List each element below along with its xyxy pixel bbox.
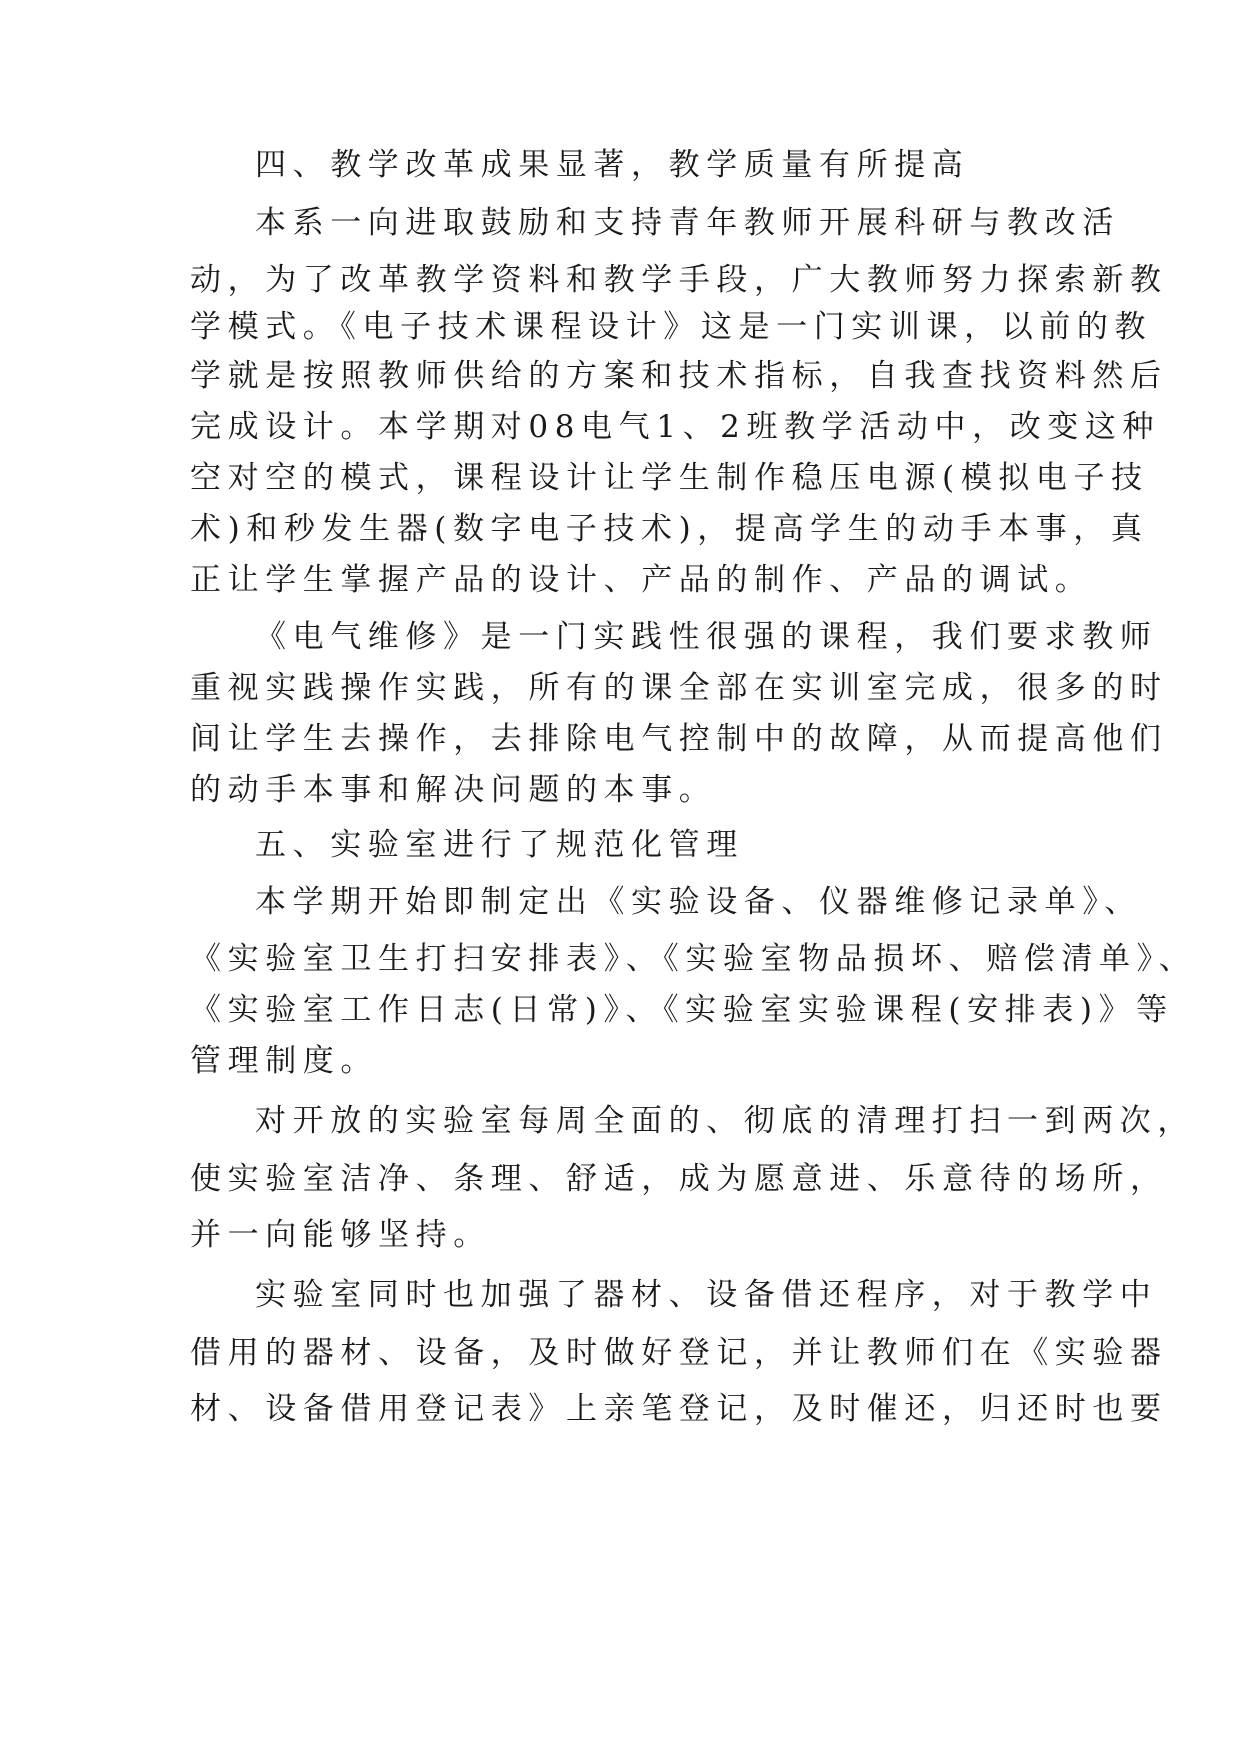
paragraph-line: 管理制度。 [190,1043,378,1079]
paragraph-line: 空对空的模式，课程设计让学生制作稳压电源(模拟电子技 [190,460,1149,496]
paragraph-line: 借用的器材、设备，及时做好登记，并让教师们在《实验器 [190,1335,1168,1371]
paragraph-line: 《实验室卫生打扫安排表》、《实验室物品损坏、赔偿清单》、 [190,941,1197,977]
paragraph-line: 并一向能够坚持。 [190,1217,491,1253]
paragraph-line: 使实验室洁净、条理、舒适，成为愿意进、乐意待的场所， [190,1161,1168,1197]
paragraph-line: 学模式。《电子技术课程设计》这是一门实训课，以前的教 [190,309,1153,345]
paragraph-line: 本系一向进取鼓励和支持青年教师开展科研与教改活 [255,205,1120,241]
paragraph-line: 《实验室工作日志(日常)》、《实验室实验课程(安排表)》等 [190,992,1174,1028]
paragraph-line: 动，为了改革教学资料和教学手段，广大教师努力探索新教 [190,262,1168,298]
paragraph-line: 本学期开始即制定出《实验设备、仪器维修记录单》、 [255,884,1142,920]
section-heading-5: 五、实验室进行了规范化管理 [255,827,744,863]
paragraph-line: 重视实践操作实践，所有的课全部在实训室完成，很多的时 [190,670,1168,706]
paragraph-line: 对开放的实验室每周全面的、彻底的清理打扫一到两次， [255,1103,1195,1139]
paragraph-line: 《电气维修》是一门实践性很强的课程，我们要求教师 [255,619,1158,655]
paragraph-line: 学就是按照教师供给的方案和技术指标，自我查找资料然后 [190,358,1168,394]
paragraph-line: 的动手本事和解决问题的本事。 [190,772,717,808]
paragraph-line: 正让学生掌握产品的设计、产品的制作、产品的调试。 [190,562,1093,598]
paragraph-line: 间让学生去操作，去排除电气控制中的故障，从而提高他们 [190,721,1168,757]
paragraph-line: 实验室同时也加强了器材、设备借还程序，对于教学中 [255,1277,1158,1313]
paragraph-line: 材、设备借用登记表》上亲笔登记，及时催还，归还时也要 [190,1391,1168,1427]
paragraph-line: 完成设计。本学期对08电气1、2班教学活动中，改变这种 [190,409,1161,445]
section-heading-4: 四、教学改革成果显著，教学质量有所提高 [255,147,970,183]
paragraph-line: 术)和秒发生器(数字电子技术)，提高学生的动手本事，真 [190,511,1149,547]
